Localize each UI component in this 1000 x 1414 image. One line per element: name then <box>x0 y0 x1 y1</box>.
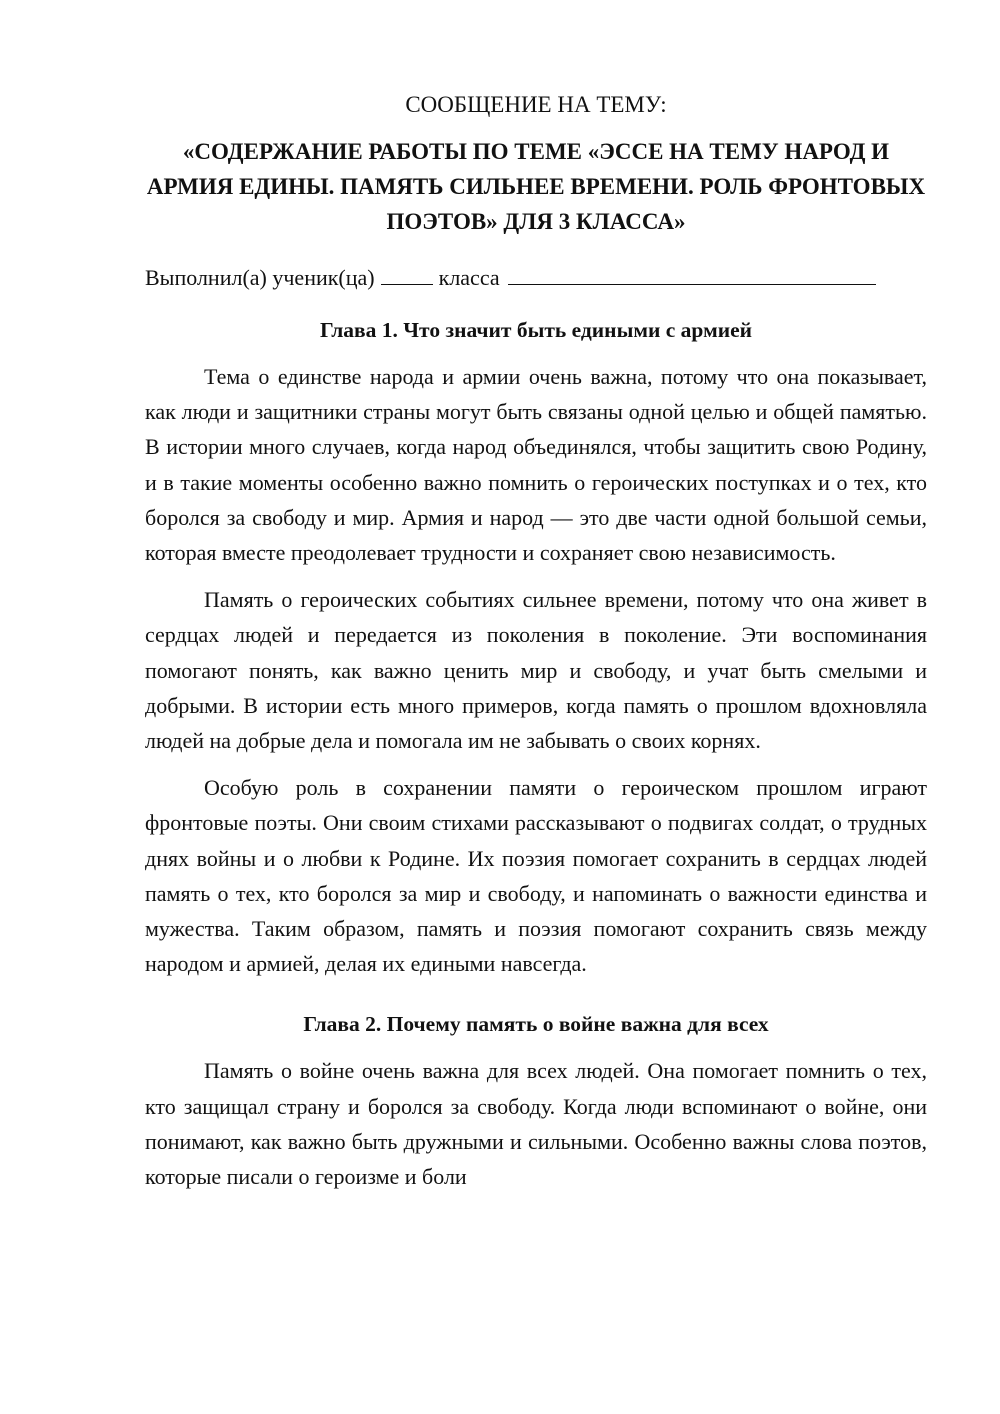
paragraph: Память о героических событиях сильнее времени, потому что она живет в сердцах людей и передается из поколения в поколение. Эти воспоминания помогают понять, как важно ценить мир и свободу, и учат быть смелыми и добрыми. В истории есть много примеров, когда память о прошлом вдохновляла людей на добрые дела и помогала им не забывать о своих корнях. <box>145 587 927 754</box>
chapter-1 <box>145 313 927 981</box>
chapter-heading: Глава 1. Что значит быть едиными с армией <box>319 318 753 342</box>
class-number-blank <box>381 262 433 285</box>
document-title: «СОДЕРЖАНИЕ РАБОТЫ ПО ТЕМЕ «ЭССЕ НА ТЕМУ НАРОД И АРМИЯ ЕДИНЫ. ПАМЯТЬ СИЛЬНЕЕ ВРЕМЕНИ. РОЛЬ ФРОНТОВЫХ ПОЭТОВ» ДЛЯ 3 КЛАССА» <box>146 139 926 234</box>
author-prefix: Выполнил(а) ученик(ца) <box>145 265 375 290</box>
chapter-heading: Глава 2. Почему память о войне важна для всех <box>303 1012 769 1037</box>
class-label: класса <box>438 265 500 290</box>
paragraph: Особую роль в сохранении памяти о героическом прошлом играют фронтовые поэты. Они своим стихами рассказывают о подвигах солдат, о трудных днях войны и о любви к Родине. Их поэзия помогает сохранить в сердцах людей память о тех, кто боролся за мир и свободу, и напоминать о важности единства и мужества. Таким образом, память и поэзия помогают сохранить связь между народом и армией, делая их едиными навсегда. <box>145 775 927 977</box>
student-name-blank <box>508 262 876 285</box>
document-type-label: СООБЩЕНИЕ НА ТЕМУ: <box>405 92 667 117</box>
paragraph: Память о войне очень важна для всех людей. Она помогает помнить о тех, кто защищал страну и боролся за свободу. Когда люди вспоминают о войне, они понимают, как важно быть дружными и сильными. Особенно важны слова поэтов, которые писали о героизме и боли <box>145 1058 927 1190</box>
paragraph: Тема о единстве народа и армии очень важна, потому что она показывает, как люди и защитники страны могут быть связаны одной целью и общей памятью. В истории много случаев, когда народ объединялся, чтобы защитить свою Родину, и в такие моменты особенно важно помнить о героических поступках и о тех, кто боролся за свободу и мир. Армия и народ — это две части одной большой семьи, которая вместе преодолевает трудности и сохраняет свою независимость. <box>145 364 927 566</box>
chapter-2 <box>145 1007 927 1194</box>
document-page <box>145 88 927 1206</box>
section-gap <box>145 993 927 1007</box>
author-line <box>145 261 927 295</box>
